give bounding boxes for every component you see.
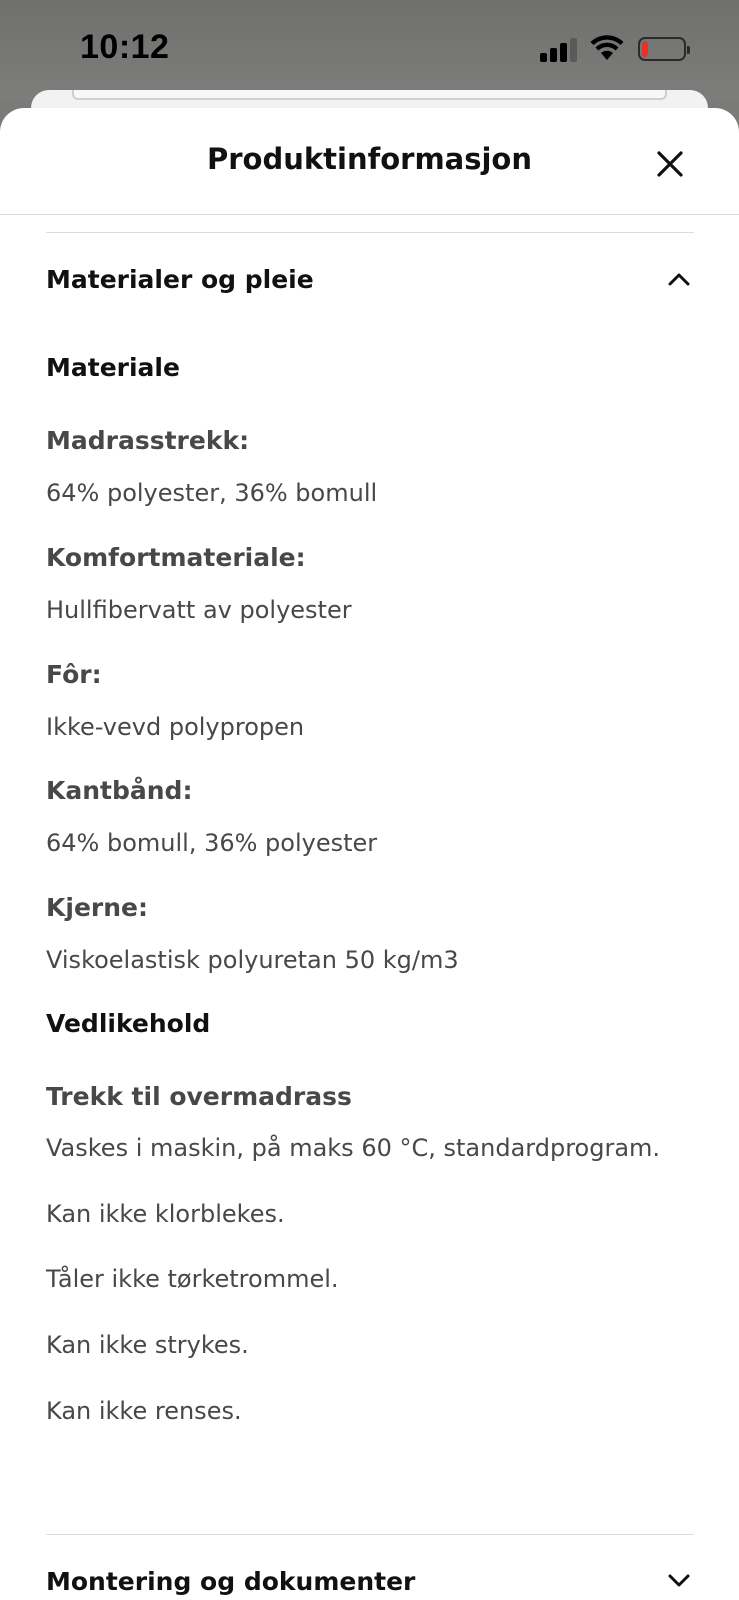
material-label: Madrasstrekk:: [46, 426, 250, 455]
battery-icon: [638, 37, 686, 61]
close-icon: [656, 150, 684, 178]
battery-level: [642, 41, 648, 57]
material-label: Fôr:: [46, 660, 102, 689]
accordion-materials-header[interactable]: [46, 254, 694, 304]
care-instruction: Kan ikke renses.: [46, 1397, 242, 1425]
product-info-sheet: [0, 108, 739, 1600]
accordion-assembly-header[interactable]: [46, 1556, 694, 1600]
material-label: Kjerne:: [46, 893, 148, 922]
wifi-icon: [590, 34, 624, 62]
care-instruction: Kan ikke strykes.: [46, 1331, 249, 1359]
status-time: 10:12: [80, 28, 170, 66]
material-value: 64% polyester, 36% bomull: [46, 479, 378, 507]
close-button[interactable]: [650, 144, 690, 184]
sheet-title: Produktinformasjon: [206, 142, 533, 176]
care-heading: Vedlikehold: [46, 1009, 211, 1038]
divider-top: [46, 232, 694, 233]
background-card-input: [72, 90, 667, 100]
status-bar: [0, 0, 739, 100]
material-value: 64% bomull, 36% polyester: [46, 829, 378, 857]
chevron-up-icon: [664, 264, 694, 294]
material-heading: Materiale: [46, 353, 180, 382]
care-instruction: Vaskes i maskin, på maks 60 °C, standardprogram.: [46, 1134, 661, 1162]
accordion-assembly-title: Montering og dokumenter: [46, 1566, 416, 1596]
divider-assembly: [46, 1534, 694, 1535]
cellular-signal-icon: [540, 36, 578, 62]
care-label: Trekk til overmadrass: [46, 1082, 352, 1111]
material-value: Viskoelastisk polyuretan 50 kg/m3: [46, 946, 459, 974]
sheet-header: [0, 108, 739, 215]
care-instruction: Kan ikke klorblekes.: [46, 1200, 285, 1228]
care-instruction: Tåler ikke tørketrommel.: [46, 1265, 339, 1293]
material-label: Komfortmateriale:: [46, 543, 306, 572]
material-value: Hullfibervatt av polyester: [46, 596, 352, 624]
chevron-down-icon: [664, 1566, 694, 1596]
material-value: Ikke-vevd polypropen: [46, 713, 305, 741]
material-label: Kantbånd:: [46, 776, 193, 805]
accordion-materials-title: Materialer og pleie: [46, 264, 314, 294]
